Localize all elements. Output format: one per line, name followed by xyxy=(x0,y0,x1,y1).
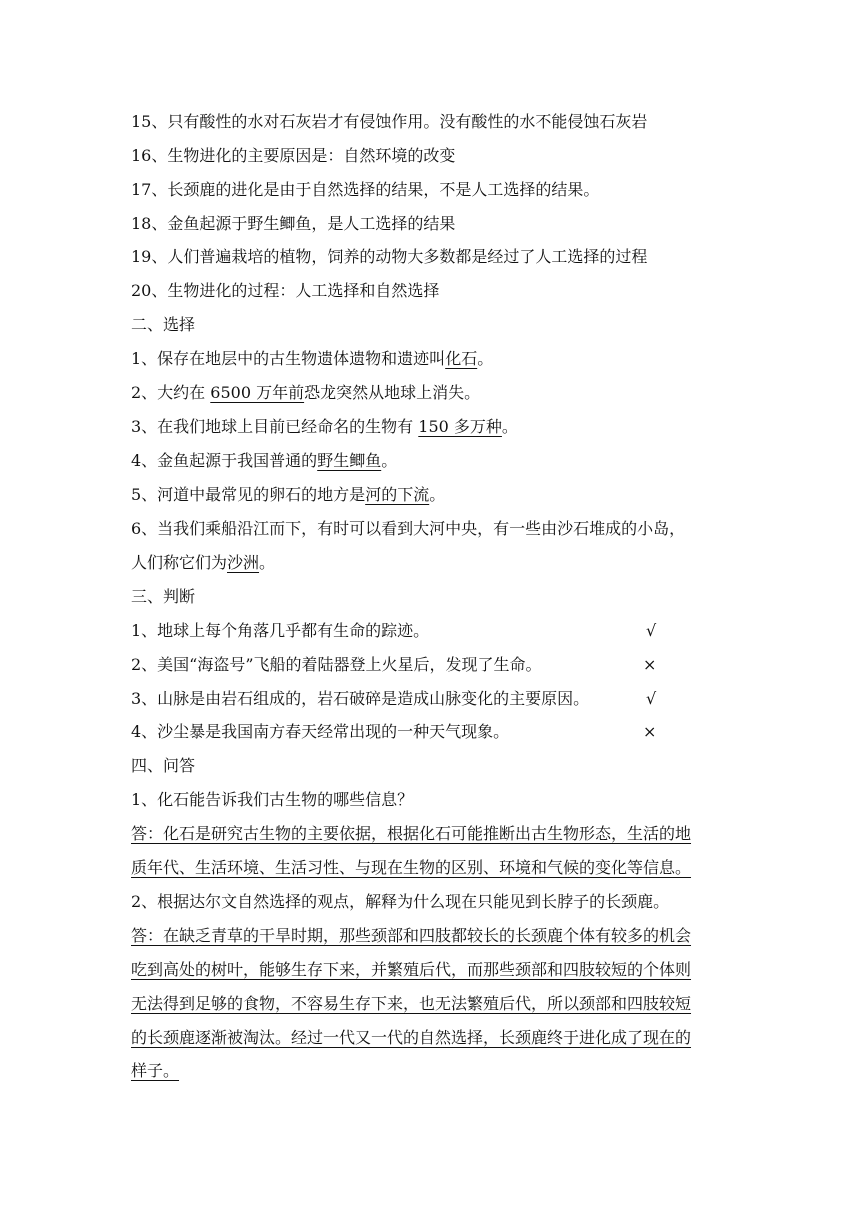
choice-item-text: 5、河道中最常见的卵石的地方是 xyxy=(131,485,366,504)
choice-item-text: 。 xyxy=(259,553,276,572)
choice-item-2 xyxy=(131,382,480,404)
answer-2-line: 的长颈鹿逐渐被淘汰。经过一代又一代的自然选择，长颈鹿终于进化成了现在的 xyxy=(131,1028,692,1047)
statement-20: 20、生物进化的过程：人工选择和自然选择 xyxy=(131,281,440,300)
statement-19: 19、人们普遍栽培的植物，饲养的动物大多数都是经过了人工选择的过程 xyxy=(131,247,648,266)
choice-item-6-line1: 6、当我们乘船沿江而下，有时可以看到大河中央，有一些由沙石堆成的小岛， xyxy=(131,519,686,538)
answer-2-line: 无法得到足够的食物，不容易生存下来，也无法繁殖后代，所以颈部和四肢较短 xyxy=(131,994,692,1013)
judge-item-1: 1、地球上每个角落几乎都有生命的踪迹。 xyxy=(131,621,430,640)
question-1: 1、化石能告诉我们古生物的哪些信息？ xyxy=(131,790,414,809)
answer-1-line: 质年代、生活环境、生活习性、与现在生物的区别、环境和气候的变化等信息。 xyxy=(131,858,692,877)
judge-item-2: 2、美国“海盗号”飞船的着陆器登上火星后，发现了生命。 xyxy=(131,655,542,674)
answer-1-line: 答：化石是研究古生物的主要依据，根据化石可能推断出古生物形态，生活的地 xyxy=(131,824,692,843)
choice-item-text: 2、大约在 xyxy=(131,383,211,402)
choice-answer: 6500 万年前 xyxy=(210,383,305,402)
judge-item-3: 3、山脉是由岩石组成的，岩石破碎是造成山脉变化的主要原因。 xyxy=(131,689,590,708)
choice-answer: 沙洲 xyxy=(227,553,260,572)
section-heading-qa: 四、问答 xyxy=(131,756,196,775)
choice-item-3 xyxy=(131,416,518,438)
choice-item-4 xyxy=(131,450,397,472)
statement-18: 18、金鱼起源于野生鲫鱼，是人工选择的结果 xyxy=(131,214,456,233)
check-mark: √ xyxy=(646,621,657,640)
section-heading-judge: 三、判断 xyxy=(131,587,196,606)
statement-17: 17、长颈鹿的进化是由于自然选择的结果，不是人工选择的结果。 xyxy=(131,180,600,199)
choice-answer: 河的下流 xyxy=(365,485,430,504)
section-heading-choice: 二、选择 xyxy=(131,315,196,334)
choice-item-text: 4、金鱼起源于我国普通的 xyxy=(131,451,318,470)
answer-2-line: 吃到高处的树叶，能够生存下来，并繁殖后代，而那些颈部和四肢较短的个体则 xyxy=(131,960,692,979)
choice-item-text: 恐龙突然从地球上消失。 xyxy=(304,383,481,402)
cross-mark: × xyxy=(643,722,657,741)
choice-item-5 xyxy=(131,484,445,506)
answer-2-line: 样子。 xyxy=(131,1061,180,1080)
statement-16: 16、生物进化的主要原因是：自然环境的改变 xyxy=(131,146,456,165)
choice-item-text: 。 xyxy=(429,485,446,504)
judge-item-4: 4、沙尘暴是我国南方春天经常出现的一种天气现象。 xyxy=(131,722,510,741)
choice-item-text: 人们称它们为 xyxy=(131,553,228,572)
choice-item-text: 。 xyxy=(381,451,398,470)
answer-2-line: 答：在缺乏青草的干旱时期，那些颈部和四肢都较长的长颈鹿个体有较多的机会 xyxy=(131,926,692,945)
choice-answer: 150 多万种 xyxy=(418,417,502,436)
choice-item-text: 1、保存在地层中的古生物遗体遗物和遗迹叫 xyxy=(131,349,446,368)
choice-item-text: 3、在我们地球上目前已经命名的生物有 xyxy=(131,417,419,436)
choice-item-1 xyxy=(131,348,493,370)
choice-item-6-line2 xyxy=(131,552,275,574)
question-2: 2、根据达尔文自然选择的观点，解释为什么现在只能见到长脖子的长颈鹿。 xyxy=(131,892,670,911)
check-mark: √ xyxy=(646,689,657,708)
choice-answer: 化石 xyxy=(445,349,478,368)
choice-answer: 野生鲫鱼 xyxy=(317,451,382,470)
choice-item-text: 。 xyxy=(501,417,518,436)
choice-item-text: 。 xyxy=(477,349,494,368)
cross-mark: × xyxy=(643,655,657,674)
statement-15: 15、只有酸性的水对石灰岩才有侵蚀作用。没有酸性的水不能侵蚀石灰岩 xyxy=(131,112,648,131)
